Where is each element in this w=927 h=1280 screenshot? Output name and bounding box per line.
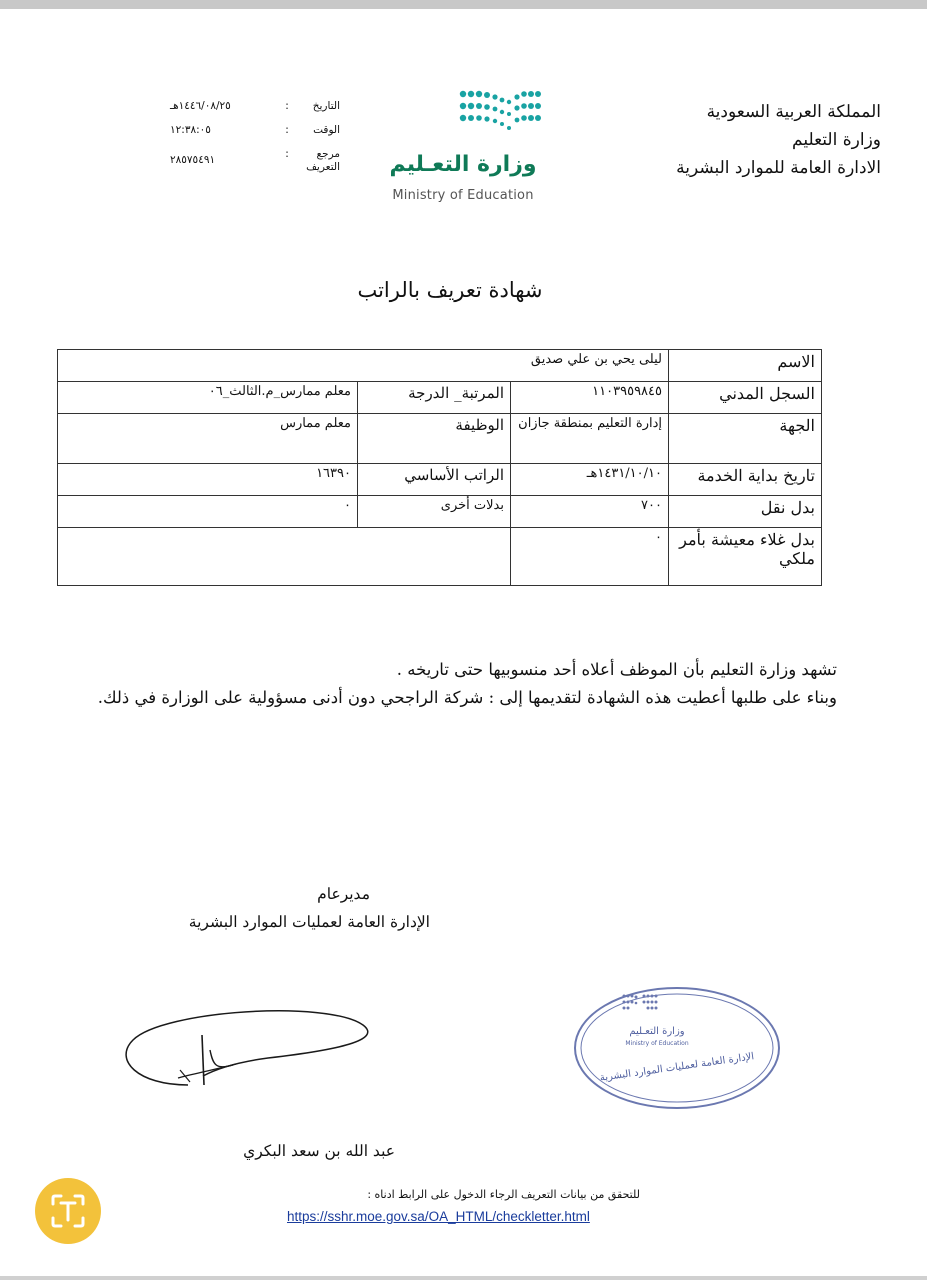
other-allowances-label: بدلات أخرى <box>358 496 511 528</box>
logo-english-text: Ministry of Education <box>392 188 534 203</box>
logo-dots <box>383 88 543 148</box>
basic-salary-label: الراتب الأساسي <box>358 464 511 496</box>
signature-icon <box>118 990 378 1100</box>
job-value: معلم ممارس <box>58 414 358 464</box>
department-name: الادارة العامة للموارد البشرية <box>676 158 881 178</box>
meta-row-date <box>170 100 340 124</box>
table-row <box>58 350 822 382</box>
stamp-ring <box>572 984 782 1112</box>
name-label: الاسم <box>669 350 822 382</box>
meta-row-ref <box>170 148 340 178</box>
signatory-name: عبد الله بن سعد البكري <box>243 1142 395 1160</box>
service-start-value: ١٤٣١/١٠/١٠هـ <box>511 464 669 496</box>
country-name: المملكة العربية السعودية <box>706 102 881 122</box>
meta-time-label: الوقت <box>313 124 340 136</box>
basic-salary-value: ١٦٣٩٠ <box>58 464 358 496</box>
signatory-block <box>140 880 430 936</box>
other-allowances-value: ٠ <box>58 496 358 528</box>
table-row <box>58 496 822 528</box>
meta-ref-value: ٢٨٥٧٥٤٩١ <box>170 154 216 166</box>
civil-record-value: ١١٠٣٩٥٩٨٤٥ <box>511 382 669 414</box>
signatory-department: الإدارة العامة لعمليات الموارد البشرية <box>188 913 430 931</box>
document-meta <box>170 100 340 178</box>
meta-time-colon: : <box>285 124 289 136</box>
stamp-icon <box>572 984 782 1112</box>
rank-label: المرتبة_ الدرجة <box>358 382 511 414</box>
transport-allowance-label: بدل نقل <box>669 496 822 528</box>
stamp-logo-text: وزارة التعـليم <box>629 1026 685 1037</box>
meta-row-time <box>170 124 340 148</box>
scanner-icon[interactable] <box>35 1178 101 1244</box>
logo-arabic-text: وزارة التعـليم <box>389 152 537 177</box>
job-label: الوظيفة <box>358 414 511 464</box>
table-row <box>58 464 822 496</box>
entity-value: إدارة التعليم بمنطقة جازان <box>511 414 669 464</box>
meta-date-colon: : <box>285 100 289 112</box>
meta-ref-label: مرجع التعريف <box>306 148 340 173</box>
meta-ref-colon: : <box>285 148 289 160</box>
table-row <box>58 382 822 414</box>
ministry-logo-icon <box>383 88 543 210</box>
body-line-2: وبناء على طلبها أعطيت هذه الشهادة لتقديمها إلى : شركة الراجحي دون أدنى مسؤولية على الوزارة في ذلك. <box>97 688 837 707</box>
stamp-ring-text: الإدارة العامة لعمليات الموارد البشرية <box>599 1051 755 1084</box>
table-row <box>58 528 822 586</box>
meta-date-value: ١٤٤٦/٠٨/٢٥هـ <box>170 100 231 112</box>
meta-date-label: التاريخ <box>312 100 340 112</box>
scanner-glyph <box>35 1178 101 1244</box>
entity-label: الجهة <box>669 414 822 464</box>
civil-record-label: السجل المدني <box>669 382 822 414</box>
header-right <box>676 98 881 182</box>
verify-instructions: للتحقق من بيانات التعريف الرجاء الدخول على الرابط ادناه : <box>367 1188 640 1201</box>
empty-cell <box>58 528 511 586</box>
top-edge-bar <box>0 0 927 9</box>
signatory-title: مديرعام <box>317 885 370 903</box>
certificate-body <box>57 656 837 712</box>
table-row <box>58 414 822 464</box>
employee-info-table <box>57 349 822 586</box>
transport-allowance-value: ٧٠٠ <box>511 496 669 528</box>
living-allowance-label: بدل غلاء معيشة بأمر ملكي <box>669 528 822 586</box>
name-value: ليلى يحي بن علي صديق <box>58 350 669 382</box>
stamp-logo-english: Ministry of Education <box>625 1040 689 1047</box>
ministry-name: وزارة التعليم <box>792 130 881 150</box>
page-title: شهادة تعريف بالراتب <box>357 278 543 302</box>
verify-link[interactable]: https://sshr.moe.gov.sa/OA_HTML/checkletter.html <box>287 1209 590 1224</box>
body-line-1: تشهد وزارة التعليم بأن الموظف أعلاه أحد منسوبيها حتى تاريخه . <box>396 660 837 679</box>
rank-value: معلم ممارس_م.الثالث_٠٦ <box>58 382 358 414</box>
bottom-edge-bar <box>0 1276 927 1280</box>
meta-time-value: ١٢:٣٨:٠٥ <box>170 124 211 136</box>
living-allowance-value: ٠ <box>511 528 669 586</box>
service-start-label: تاريخ بداية الخدمة <box>669 464 822 496</box>
